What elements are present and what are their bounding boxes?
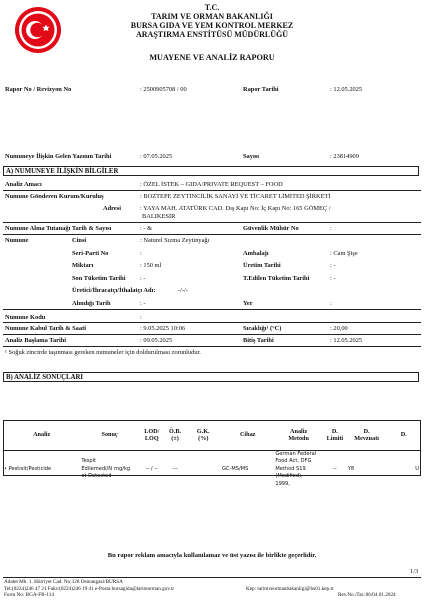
- seal-label: Güvenlik Mühür No: [243, 225, 299, 232]
- package-value: : Cam Şişe: [330, 250, 358, 257]
- amount-value: : 150 ml: [140, 262, 162, 269]
- header-ministry: TARIM VE ORMAN BAKANLIĞI: [151, 12, 273, 21]
- table-row: [3, 451, 421, 489]
- col-header-ob: Ö.B. (±): [165, 420, 186, 451]
- letter-count-label: Sayısı: [243, 153, 259, 160]
- report-date-label: Rapor Tarihi: [243, 86, 279, 93]
- sample-label: Numune: [5, 237, 29, 244]
- header-center: BURSA GIDA VE YEM KONTROL MERKEZ: [130, 21, 294, 30]
- place-value: :: [330, 300, 332, 307]
- col-header-metod: Analiz Metodu: [274, 420, 323, 451]
- end-value: : 12.05.2025: [330, 337, 363, 344]
- footer-divider: [3, 577, 421, 578]
- prod-date-label: Üretim Tarihi: [243, 262, 281, 269]
- rec-expiry-value: : -: [330, 275, 336, 282]
- footer-revision: Rev.No./Tar.:06/04.01.2024: [338, 592, 396, 598]
- col-header-gk: G.K. (%): [185, 420, 221, 451]
- cold-chain-footnote: ¹ Soğuk zincirde taşınması gereken numuneler için doldurulması zorunludur.: [5, 349, 201, 356]
- divider: [3, 322, 421, 323]
- kind-label: Cinsi: [72, 237, 87, 244]
- accept-value: : 9.05.2025 10:06: [140, 325, 186, 332]
- cell-analiz: • Pestisit/Pesticide: [4, 465, 52, 472]
- letter-date-label: Numuneye İlişkin Gelen Yazının Tarihi: [5, 153, 112, 160]
- cell-lod: -- / --: [145, 465, 158, 472]
- lot-value: :: [140, 250, 142, 257]
- cell-d: U: [415, 465, 419, 472]
- divider: [3, 234, 421, 235]
- expiry-label: Son Tüketim Tarihi: [72, 275, 126, 282]
- col-header-cihaz: Cihaz: [221, 420, 274, 451]
- sender-value: : BOZTEPE ZEYTİNCİLİK SANAYİ VE TİCARET LİMİTED ŞİRKETİ: [140, 193, 331, 200]
- divider: [3, 334, 421, 335]
- report-no-value: : 2500905708 / 00: [140, 86, 187, 93]
- validity-note: Bu rapor reklam amacıyla kullanılamaz ve üst yazısı ile birlikte geçerlidir.: [107, 552, 317, 559]
- footer-address: Adalet Mh. 1. Hürriyet Cad. No:128 Osmangazi/BURSA: [4, 579, 123, 585]
- expiry-value: : -: [140, 275, 146, 282]
- cell-sonuc: Tespit Edilemedi/N ot Detected: [81, 458, 113, 480]
- header-institute: ARAŞTIRMA ENSTİTÜSÜ MÜDÜRLÜĞÜ: [135, 30, 289, 39]
- start-value: : 09.05.2025: [140, 337, 173, 344]
- letter-date-value: : 07.05.2025: [140, 153, 173, 160]
- rec-expiry-label: T.Edilen Tüketim Tarihi: [243, 275, 310, 282]
- col-header-analiz: Analiz: [3, 420, 80, 451]
- code-label: Numune Kodu: [5, 314, 46, 321]
- col-header-limit: D. Limiti: [323, 420, 347, 451]
- sender-label: Numune Gönderen Kurum/Kuruluş: [5, 193, 104, 200]
- purpose-value: : ÖZEL İSTEK – GIDA/PRIVATE REQUEST – FOOD: [140, 181, 283, 188]
- col-header-sonuc: Sonuç: [80, 420, 139, 451]
- report-no-label: Rapor No / Revizyon No: [5, 86, 72, 93]
- code-value: :: [140, 314, 142, 321]
- temp-label: Sıcaklığı¹ (°C): [243, 325, 282, 332]
- cell-limit: --: [333, 465, 337, 472]
- header-tc: T.C.: [204, 3, 220, 12]
- divider: [3, 309, 421, 310]
- results-header-row: [3, 420, 421, 451]
- prod-date-value: : -: [330, 262, 336, 269]
- cell-ob: ---: [172, 465, 178, 472]
- end-label: Bitiş Tarihi: [243, 337, 274, 344]
- divider: [3, 190, 421, 191]
- temp-value: : 20,00: [330, 325, 348, 332]
- section-a-title: A) NUMUNEYE İLİŞKİN BİLGİLER: [3, 166, 419, 176]
- place-label: Yer: [243, 300, 253, 307]
- results-table: [3, 420, 421, 488]
- producer-value: -/-/-: [178, 287, 188, 294]
- taken-label: Alındığı Tarih: [72, 300, 111, 307]
- section-b-title: B) ANALİZ SONUÇLARI: [3, 372, 419, 382]
- start-label: Analiz Başlama Tarihi: [5, 337, 67, 344]
- cell-cihaz: GC-MS/MS: [222, 465, 249, 472]
- page-number: 1/3: [410, 568, 419, 575]
- purpose-label: Analiz Amacı: [5, 181, 42, 188]
- report-date-value: : 12.05.2025: [330, 86, 363, 93]
- col-header-lod: LOD/ LOQ: [139, 420, 165, 451]
- minutes-label: Numune Alma Tutanağı Tarih & Sayısı: [5, 225, 112, 232]
- report-title: MUAYENE VE ANALİZ RAPORU: [149, 53, 275, 62]
- divider: [3, 222, 421, 223]
- cell-unit: mg/kg: [114, 465, 131, 472]
- minutes-value: : - &: [140, 225, 153, 232]
- lot-label: Seri-Parti No: [72, 250, 109, 257]
- amount-label: Miktarı: [72, 262, 94, 269]
- col-header-d: D.: [386, 420, 421, 451]
- kind-value: : Naturel Sızma Zeytinyağı: [140, 237, 210, 244]
- letter-count-value: : 23814909: [330, 153, 359, 160]
- cell-mevzuat: Y8: [347, 465, 355, 472]
- cell-gk: [185, 451, 221, 489]
- taken-value: : -: [140, 300, 146, 307]
- footer-kep: Kep: tarimveormanbakanligi@hs01.kep.tr: [246, 585, 334, 592]
- cell-metod: German Federal Food Act, DFG Method S19 (Modified), 1999,: [275, 451, 317, 487]
- address-label: Adresi: [103, 205, 121, 212]
- footer-contact: Tel:(0224)246 47 21 Faks:(0224)246 19 41 e-Posta:bursagida@tarimorman.gov.tr: [4, 585, 175, 592]
- footer-form-no: Form No: BGA-FR-114: [4, 592, 54, 598]
- col-header-mevzuat: D. Mevzuatı: [347, 420, 387, 451]
- accept-label: Numune Kabul Tarih & Saati: [5, 325, 86, 332]
- address-line1: : YAYA MAH. ATATÜRK CAD. Dış Kapı No: İç Kapı No: 165 GÖMEÇ /: [140, 205, 331, 212]
- package-label: Ambalajı: [243, 250, 269, 257]
- producer-label: Üretici/İhracatçı/İthalatçı Adı:: [72, 287, 156, 294]
- seal-value: :: [330, 225, 332, 232]
- divider: [3, 346, 421, 347]
- address-line2: BALIKESİR: [142, 213, 176, 220]
